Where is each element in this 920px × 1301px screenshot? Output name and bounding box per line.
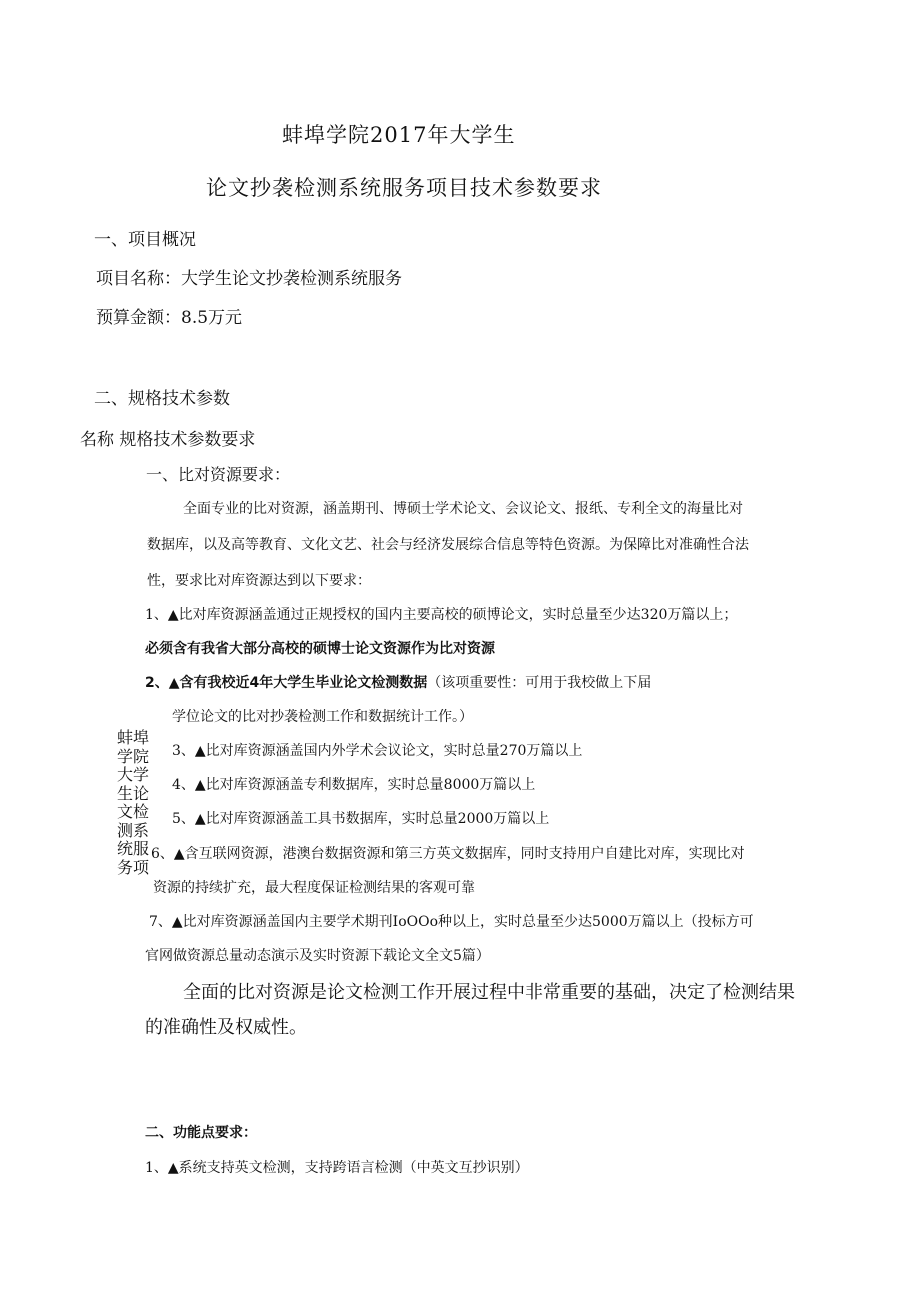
resource-item-7-line2: 官网做资源总量动态演示及实时资源下载论文全文5篇）	[145, 948, 490, 964]
budget-amount: 预算金额：8.5万元	[96, 308, 243, 328]
resource-item-2	[145, 672, 651, 692]
resource-item-6-line1: 6、▲含互联网资源，港澳台数据资源和第三方英文数据库，同时支持用户自建比对库，实现比对	[151, 846, 745, 862]
resource-summary-line1: 全面的比对资源是论文检测工作开展过程中非常重要的基础，决定了检测结果	[183, 982, 795, 1003]
function-item-1: 1、▲系统支持英文检测，支持跨语言检测（中英文互抄识别）	[145, 1160, 529, 1176]
resource-intro-line1: 全面专业的比对资源，涵盖期刊、博硕士学术论文、会议论文、报纸、专利全文的海量比对	[183, 501, 743, 517]
function-heading: 二、功能点要求：	[145, 1125, 257, 1141]
side-project-label: 蚌埠学院大学生论文检测系统服务项	[117, 728, 150, 877]
resource-item-6-line2: 资源的持续扩充，最大程度保证检测结果的客观可靠	[153, 880, 475, 896]
resource-item-1-bold: 必须含有我省大部分高校的硕博士论文资源作为比对资源	[145, 641, 495, 657]
project-name: 项目名称：大学生论文抄袭检测系统服务	[96, 269, 402, 289]
resource-item-2-bold: 2、▲含有我校近4年大学生毕业论文检测数据	[145, 675, 428, 691]
specs-subheading: 名称 规格技术参数要求	[80, 430, 256, 450]
resource-item-2-line2: 学位论文的比对抄袭检测工作和数据统计工作。）	[172, 709, 473, 725]
resource-item-3: 3、▲比对库资源涵盖国内外学术会议论文，实时总量270万篇以上	[172, 743, 583, 759]
resource-intro-line3: 性，要求比对库资源达到以下要求：	[147, 573, 371, 589]
resource-summary-line2: 的准确性及权威性。	[145, 1017, 307, 1038]
section-heading-overview: 一、项目概况	[94, 230, 196, 250]
document-title-line2: 论文抄袭检测系统服务项目技术参数要求	[206, 176, 602, 200]
resource-heading: 一、比对资源要求：	[146, 465, 291, 484]
resource-item-7-line1: 7、▲比对库资源涵盖国内主要学术期刊IoOOo种以上，实时总量至少达5000万篇以上（投标方可	[149, 914, 754, 930]
resource-item-5: 5、▲比对库资源涵盖工具书数据库，实时总量2000万篇以上	[172, 811, 550, 827]
resource-item-4: 4、▲比对库资源涵盖专利数据库，实时总量8000万篇以上	[172, 777, 536, 793]
resource-intro-line2: 数据库，以及高等教育、文化文艺、社会与经济发展综合信息等特色资源。为保障比对准确性合法	[147, 537, 749, 553]
resource-item-2-rest: （该项重要性：可用于我校做上下届	[427, 675, 652, 691]
document-title-line1: 蚌埠学院2017年大学生	[282, 123, 516, 147]
resource-item-1: 1、▲比对库资源涵盖通过正规授权的国内主要高校的硕博论文，实时总量至少达320万篇以上；	[145, 607, 738, 623]
section-heading-specs: 二、规格技术参数	[94, 389, 230, 409]
